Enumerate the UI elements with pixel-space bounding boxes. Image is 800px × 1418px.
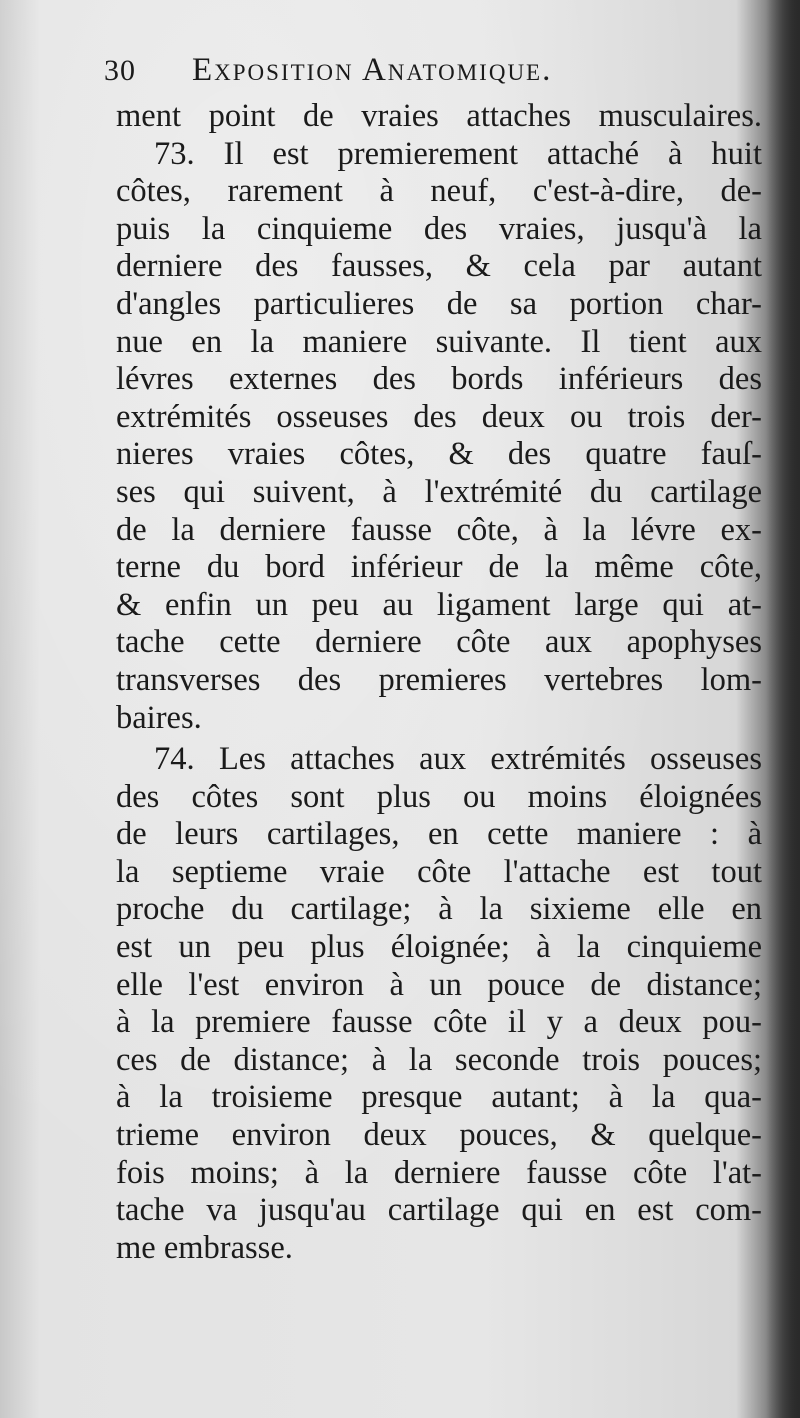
page-number: 30 xyxy=(104,54,136,87)
text-line: ses qui suivent, à l'extrémité du cartilage xyxy=(116,473,762,510)
text-line: tache cette derniere côte aux apophyses xyxy=(116,624,762,661)
text-line: côtes, rarement à neuf, c'est-à-dire, de- xyxy=(116,173,762,210)
text-line: trieme environ deux pouces, & quelque- xyxy=(116,1117,762,1154)
text-line: transverses des premieres vertebres lom- xyxy=(116,661,762,698)
text-line: fois moins; à la derniere fausse côte l'at- xyxy=(116,1154,762,1191)
text-line: à la troisieme presque autant; à la qua- xyxy=(116,1079,762,1116)
text-line: de leurs cartilages, en cette maniere : à xyxy=(116,816,762,853)
body-text xyxy=(116,98,762,1267)
text-line: & enfin un peu au ligament large qui at- xyxy=(116,586,762,623)
paragraph-74-start: 74. Les attaches aux extrémités osseuses xyxy=(154,741,762,778)
text-line: me embrasse. xyxy=(116,1229,293,1266)
text-line: ces de distance; à la seconde trois pouces; xyxy=(116,1041,762,1078)
text-line: tache va jusqu'au cartilage qui en est com- xyxy=(116,1192,762,1229)
text-line: nue en la maniere suivante. Il tient aux xyxy=(116,323,762,360)
text-line: elle l'est environ à un pouce de distance; xyxy=(116,966,762,1003)
page-gutter-shadow xyxy=(766,0,800,1418)
text-line: baires. xyxy=(116,699,202,736)
text-line: ment point de vraies attaches musculaires. xyxy=(116,98,762,134)
text-line: des côtes sont plus ou moins éloignées xyxy=(116,778,762,815)
text-line: puis la cinquieme des vraies, jusqu'à la xyxy=(116,210,762,247)
text-line: proche du cartilage; à la sixieme elle en xyxy=(116,891,762,928)
running-head xyxy=(104,52,762,98)
text-line: derniere des fausses, & cela par autant xyxy=(116,248,762,285)
text-line: lévres externes des bords inférieurs des xyxy=(116,361,762,398)
text-line: extrémités osseuses des deux ou trois der- xyxy=(116,398,762,435)
text-line: à la premiere fausse côte il y a deux pou- xyxy=(116,1004,762,1041)
text-line: nieres vraies côtes, & des quatre fauſ- xyxy=(116,436,762,473)
text-line: de la derniere fausse côte, à la lévre ex- xyxy=(116,511,762,548)
text-line: d'angles particulieres de sa portion char- xyxy=(116,285,762,322)
paragraph-73-start: 73. Il est premierement attaché à huit xyxy=(154,135,762,172)
text-line: est un peu plus éloignée; à la cinquieme xyxy=(116,929,762,966)
text-line: terne du bord inférieur de la même côte, xyxy=(116,549,762,586)
text-line: la septieme vraie côte l'attache est tout xyxy=(116,853,762,890)
running-title: Exposition Anatomique. xyxy=(192,52,553,88)
